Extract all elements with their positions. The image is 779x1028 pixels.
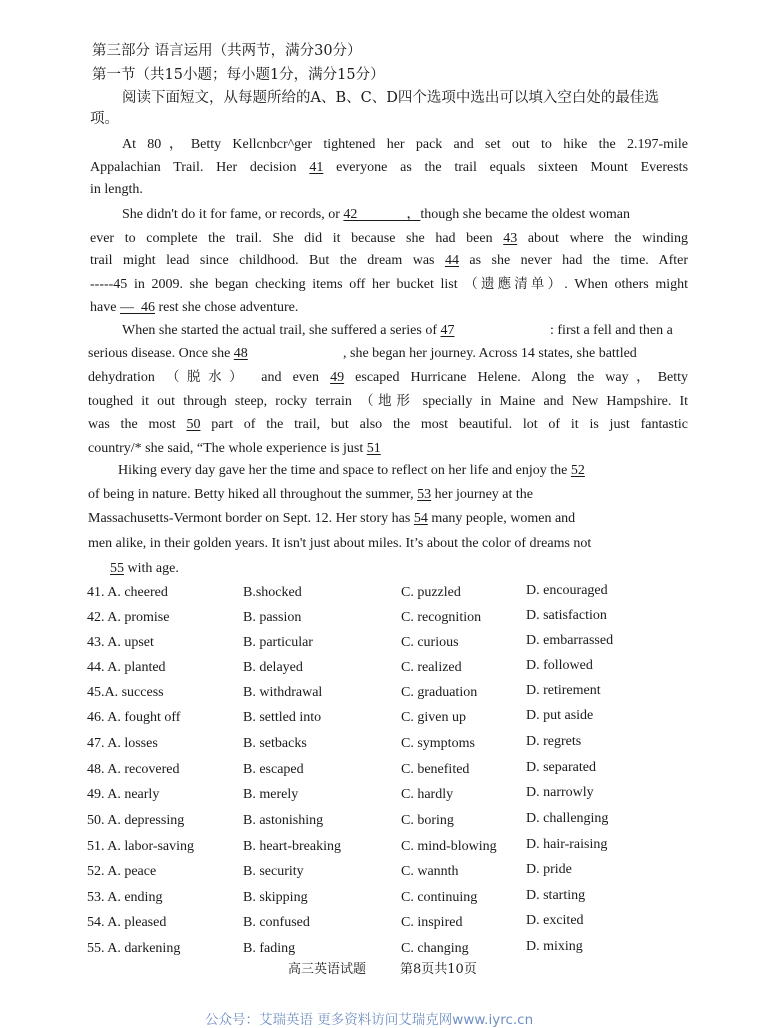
passage-text: When she started the actual trail, she suffered a series of [122,323,437,338]
option-d: D. regrets [526,734,582,749]
option-b: B. heart-breaking [243,839,341,854]
blank-49: 49 [330,370,345,385]
blank-43: 43 [503,231,518,246]
passage-line [90,275,688,294]
passage-text: her journey at the [434,487,534,502]
option-number-a: 49. A. nearly [87,787,160,802]
blank-54: 54 [413,511,428,526]
passage-text: about where the winding [527,231,689,246]
option-number-a: 48. A. recovered [87,762,180,777]
passage-line [88,416,688,434]
section-heading: 第一节（共15小题；每小题1分，满分15分） [92,67,385,83]
option-b: B. security [243,864,304,879]
option-number-a: 55. A. darkening [87,941,181,956]
passage-line: in length. [90,182,143,197]
passage-text: escaped Hurricane Helene. Along the way，Betty [355,370,689,385]
blank-52: 52 [570,463,585,478]
option-d: D. satisfaction [526,608,607,623]
option-number-a: 41. A. cheered [87,585,168,600]
option-c: C. wannth [401,864,459,879]
option-d: D. followed [526,658,593,673]
blank-53: 53 [417,487,432,502]
option-b: B. delayed [243,660,303,675]
passage-text: was the most [88,417,176,432]
passage-text: country/* she said, “The whole experience is just [88,441,364,456]
option-b: B. passion [243,610,302,625]
instruction-line-2: 项。 [90,111,119,127]
passage-text: Hiking every day gave her the time and space to reflect on her life and enjoy the [118,463,568,478]
option-c: C. graduation [401,685,478,700]
passage-text: with age. [127,561,179,576]
passage-text: trail might lead since childhood. But the dream was [90,253,435,268]
blank-46: — 46 [119,300,155,315]
option-number-a: 44. A. planted [87,660,166,675]
option-number-a: 52. A. peace [87,864,157,879]
option-number-a: 50. A. depressing [87,813,185,828]
instruction-line-1: 阅读下面短文，从每题所给的A、B、C、D四个选项中选出可以填入空白处的最佳选 [122,90,659,106]
passage-line [90,299,298,317]
option-b: B. merely [243,787,299,802]
passage-line [90,230,688,248]
passage-text: . When others might [564,277,689,292]
passage-line [90,159,688,177]
option-c: C. boring [401,813,454,828]
passage-line [88,440,381,458]
option-d: D. retirement [526,683,601,698]
passage-text: Massachusetts-Vermont border on Sept. 12. Her story has [88,511,411,526]
passage-text: specially in Maine and New Hampshire. It [422,394,689,409]
option-b: B. settled into [243,710,322,725]
passage-line [122,206,630,224]
passage-text: though she became the oldest woman [420,207,630,222]
option-d: D. embarrassed [526,633,614,648]
part-heading: 第三部分 语言运用（共两节，满分30分） [92,43,362,59]
option-b: B. astonishing [243,813,324,828]
option-c: C. benefited [401,762,470,777]
passage-line: : first a fell and then a [550,323,673,338]
passage-text: -----45 in 2009. she began checking items off her bucket list [90,277,458,292]
option-d: D. put aside [526,708,594,723]
option-number-a: 45.A. success [87,685,164,700]
option-c: C. inspired [401,915,463,930]
passage-line [110,560,179,578]
passage-text: She didn't do it for fame, or records, or [122,207,340,222]
option-b: B.shocked [243,585,302,600]
passage-line [88,368,688,387]
passage-text: everyone as the trail equals sixteen Mount Everests [336,160,689,175]
option-b: B. fading [243,941,296,956]
option-d: D. separated [526,760,596,775]
blank-44: 44 [444,253,459,268]
passage-text: of being in nature. Betty hiked all throughout the summer, [88,487,414,502]
passage-text: rest she chose adventure. [158,300,299,315]
blank-55: 55 [110,561,124,576]
passage-line [88,510,575,528]
option-c: C. realized [401,660,462,675]
option-number-a: 54. A. pleased [87,915,167,930]
passage-line: men alike, in their golden years. It isn't just about miles. It’s about the color of dreams not [88,536,592,551]
passage-line [88,486,533,504]
option-b: B. withdrawal [243,685,323,700]
footer-page-number: 第8页共10页 [400,962,477,977]
chinese-gloss: （地形 [360,393,415,409]
option-c: C. symptoms [401,736,475,751]
passage-line [122,322,455,340]
option-number-a: 42. A. promise [87,610,170,625]
option-b: B. confused [243,915,310,930]
passage-line [122,136,688,154]
option-b: B. particular [243,635,313,650]
passage-text: as she never had the time. After [469,253,688,268]
chinese-gloss: （遗應清单） [464,276,565,292]
option-c: C. recognition [401,610,482,625]
option-number-a: 51. A. labor-saving [87,839,195,854]
watermark: 公众号：艾瑞英语 更多资料访问艾瑞克网www.iyrc.cn [205,1012,534,1028]
passage-line: , she began her journey. Across 14 states, she battled [343,346,637,361]
footer-subject: 高三英语试题 [288,962,367,977]
blank-48: 48 [233,346,248,361]
option-c: C. puzzled [401,585,461,600]
option-d: D. excited [526,913,584,928]
option-c: C. mind-blowing [401,839,497,854]
passage-text: serious disease. Once she [88,346,231,361]
option-c: C. continuing [401,890,478,905]
passage-line [88,392,688,411]
option-d: D. mixing [526,939,583,954]
option-c: C. curious [401,635,459,650]
passage-text: Appalachian Trail. Her decision [90,160,297,175]
passage-text: many people, women and [431,511,576,526]
passage-text: ever to complete the trail. She did it because she had been [90,231,493,246]
passage-text: and even [261,370,320,385]
option-number-a: 47. A. losses [87,736,158,751]
blank-51: 51 [366,441,381,456]
option-b: B. escaped [243,762,304,777]
option-c: C. changing [401,941,469,956]
passage-line [90,252,688,270]
blank-47: 47 [440,323,455,338]
blank-41: 41 [309,160,324,175]
option-c: C. given up [401,710,466,725]
option-d: D. narrowly [526,785,594,800]
chinese-gloss: （脱水） [165,369,251,385]
passage-text: part of the trail, but also the most beautiful. lot of it is just fantastic [211,417,688,432]
blank-42: 42 ， [343,207,421,222]
passage-text: have [90,300,117,315]
option-number-a: 43. A. upset [87,635,154,650]
passage-line [88,345,248,363]
passage-text: At 80，Betty Kellcnbcr^ger tightened her pack and set out to hike the 2.197-mile [122,137,688,152]
blank-50: 50 [186,417,201,432]
passage-line [118,462,585,480]
option-d: D. encouraged [526,583,608,598]
option-d: D. hair-raising [526,837,608,852]
option-c: C. hardly [401,787,454,802]
passage-text: toughed it out through steep, rocky terrain [88,394,352,409]
page-footer [288,958,477,977]
option-b: B. skipping [243,890,308,905]
option-b: B. setbacks [243,736,307,751]
option-d: D. starting [526,888,586,903]
option-number-a: 46. A. fought off [87,710,181,725]
option-d: D. challenging [526,811,609,826]
passage-text: dehydration [88,370,155,385]
option-d: D. pride [526,862,572,877]
option-number-a: 53. A. ending [87,890,163,905]
